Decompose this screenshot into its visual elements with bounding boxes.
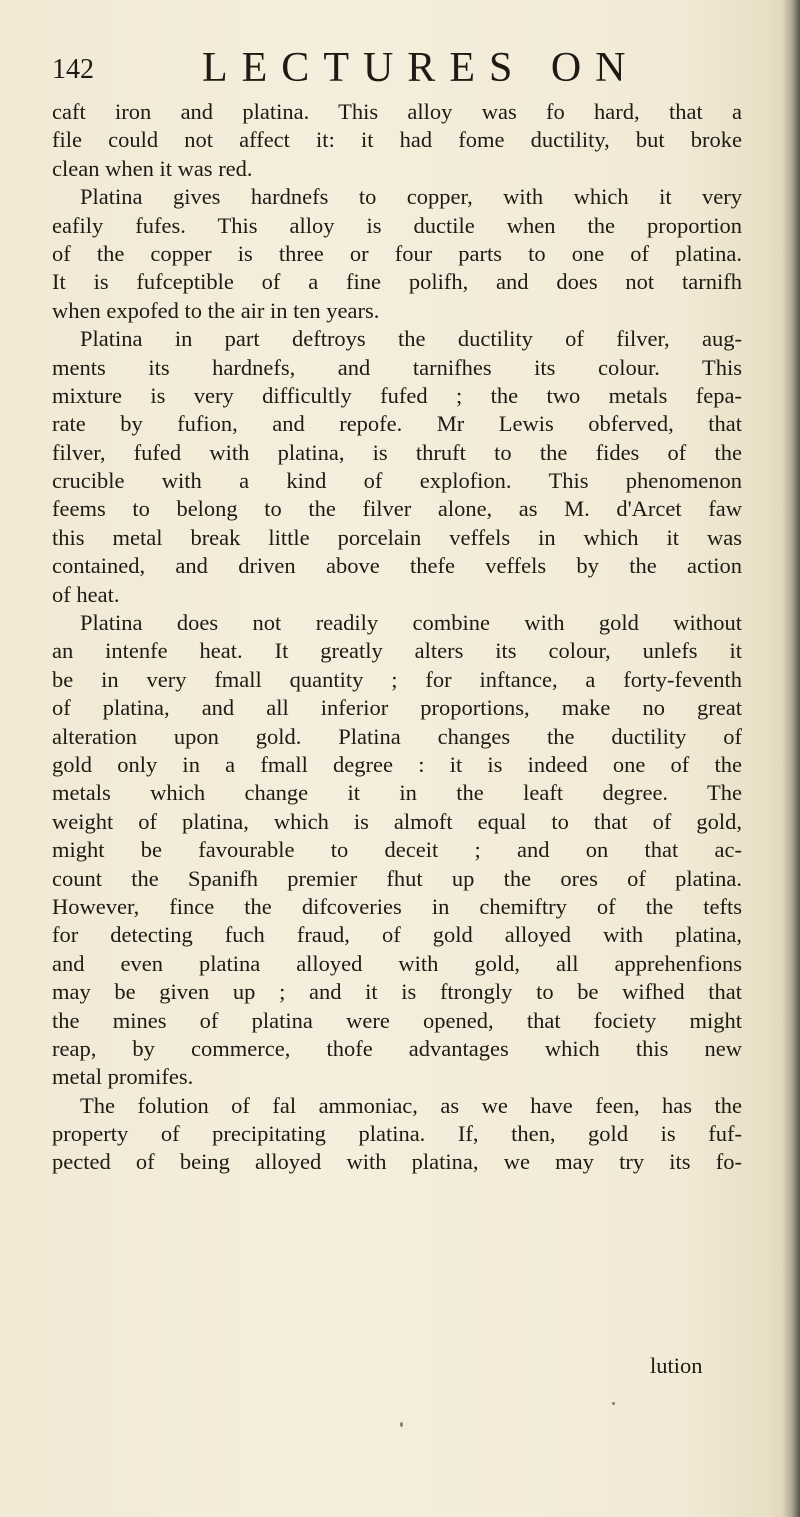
text-line: rate by fufion, and repofe. Mr Lewis obferved, that xyxy=(52,411,742,437)
catchword: lution xyxy=(650,1353,703,1378)
body-text xyxy=(52,98,742,1177)
text-line: be in very fmall quantity ; for inftance, a forty-feventh xyxy=(52,666,742,692)
text-line: contained, and driven above thefe veffels by the action xyxy=(52,553,742,579)
text-line: The folution of fal ammoniac, as we have feen, has the xyxy=(80,1092,742,1118)
text-line: Platina in part deftroys the ductility of filver, aug- xyxy=(80,326,742,352)
text-line: when expofed to the air in ten years. xyxy=(52,297,380,323)
text-line: pected of being alloyed with platina, we may try its fo- xyxy=(52,1149,742,1175)
text-line: Platina gives hardnefs to copper, with which it very xyxy=(80,184,742,210)
text-line: caft iron and platina. This alloy was fo hard, that a xyxy=(52,99,742,124)
text-line: It is fufceptible of a fine polifh, and does not tarnifh xyxy=(52,269,742,295)
text-line: feems to belong to the filver alone, as M. d'Arcet faw xyxy=(52,496,742,522)
text-line: eafily fufes. This alloy is ductile when the proportion xyxy=(52,212,742,238)
ink-speck xyxy=(612,1402,615,1405)
ink-speck xyxy=(400,1422,403,1427)
text-line: crucible with a kind of explofion. This phenomenon xyxy=(52,468,742,494)
text-line: metal promifes. xyxy=(52,1064,194,1090)
text-line: clean when it was red. xyxy=(52,155,253,181)
page-edge-shadow xyxy=(782,0,800,1517)
text-line: metals which change it in the leaft degree. The xyxy=(52,780,742,806)
text-line: reap, by commerce, thofe advantages which this new xyxy=(52,1035,742,1061)
text-line: alteration upon gold. Platina changes the ductility of xyxy=(52,723,742,749)
text-line: filver, fufed with platina, is thruft to the fides of the xyxy=(52,439,742,465)
text-line: file could not affect it: it had fome ductility, but broke xyxy=(52,127,742,153)
text-line: of the copper is three or four parts to one of platina. xyxy=(52,240,742,266)
text-line: gold only in a fmall degree : it is indeed one of the xyxy=(52,751,742,777)
text-line: this metal break little porcelain veffels in which it was xyxy=(52,524,742,550)
text-line: might be favourable to deceit ; and on that ac- xyxy=(52,837,742,863)
page-number: 142 xyxy=(52,54,94,85)
text-line: weight of platina, which is almoft equal to that of gold, xyxy=(52,808,742,834)
text-line: mixture is very difficultly fufed ; the two metals fepa- xyxy=(52,382,742,408)
page-header xyxy=(52,40,742,90)
text-line: the mines of platina were opened, that fociety might xyxy=(52,1007,742,1033)
running-head: LECTURES ON xyxy=(202,45,640,91)
text-line: of platina, and all inferior proportions, make no great xyxy=(52,695,742,721)
text-line: ments its hardnefs, and tarnifhes its colour. This xyxy=(52,354,742,380)
text-line: of heat. xyxy=(52,581,120,607)
text-line: Platina does not readily combine with gold without xyxy=(80,610,742,636)
text-line: an intenfe heat. It greatly alters its colour, unlefs it xyxy=(52,638,742,664)
text-line: property of precipitating platina. If, then, gold is fuf- xyxy=(52,1121,742,1147)
text-line: for detecting fuch fraud, of gold alloyed with platina, xyxy=(52,922,742,948)
text-line: may be given up ; and it is ftrongly to be wifhed that xyxy=(52,979,742,1005)
text-line: However, fince the difcoveries in chemiftry of the tefts xyxy=(52,893,742,919)
text-line: and even platina alloyed with gold, all apprehenfions xyxy=(52,950,742,976)
text-line: count the Spanifh premier fhut up the ores of platina. xyxy=(52,865,742,891)
